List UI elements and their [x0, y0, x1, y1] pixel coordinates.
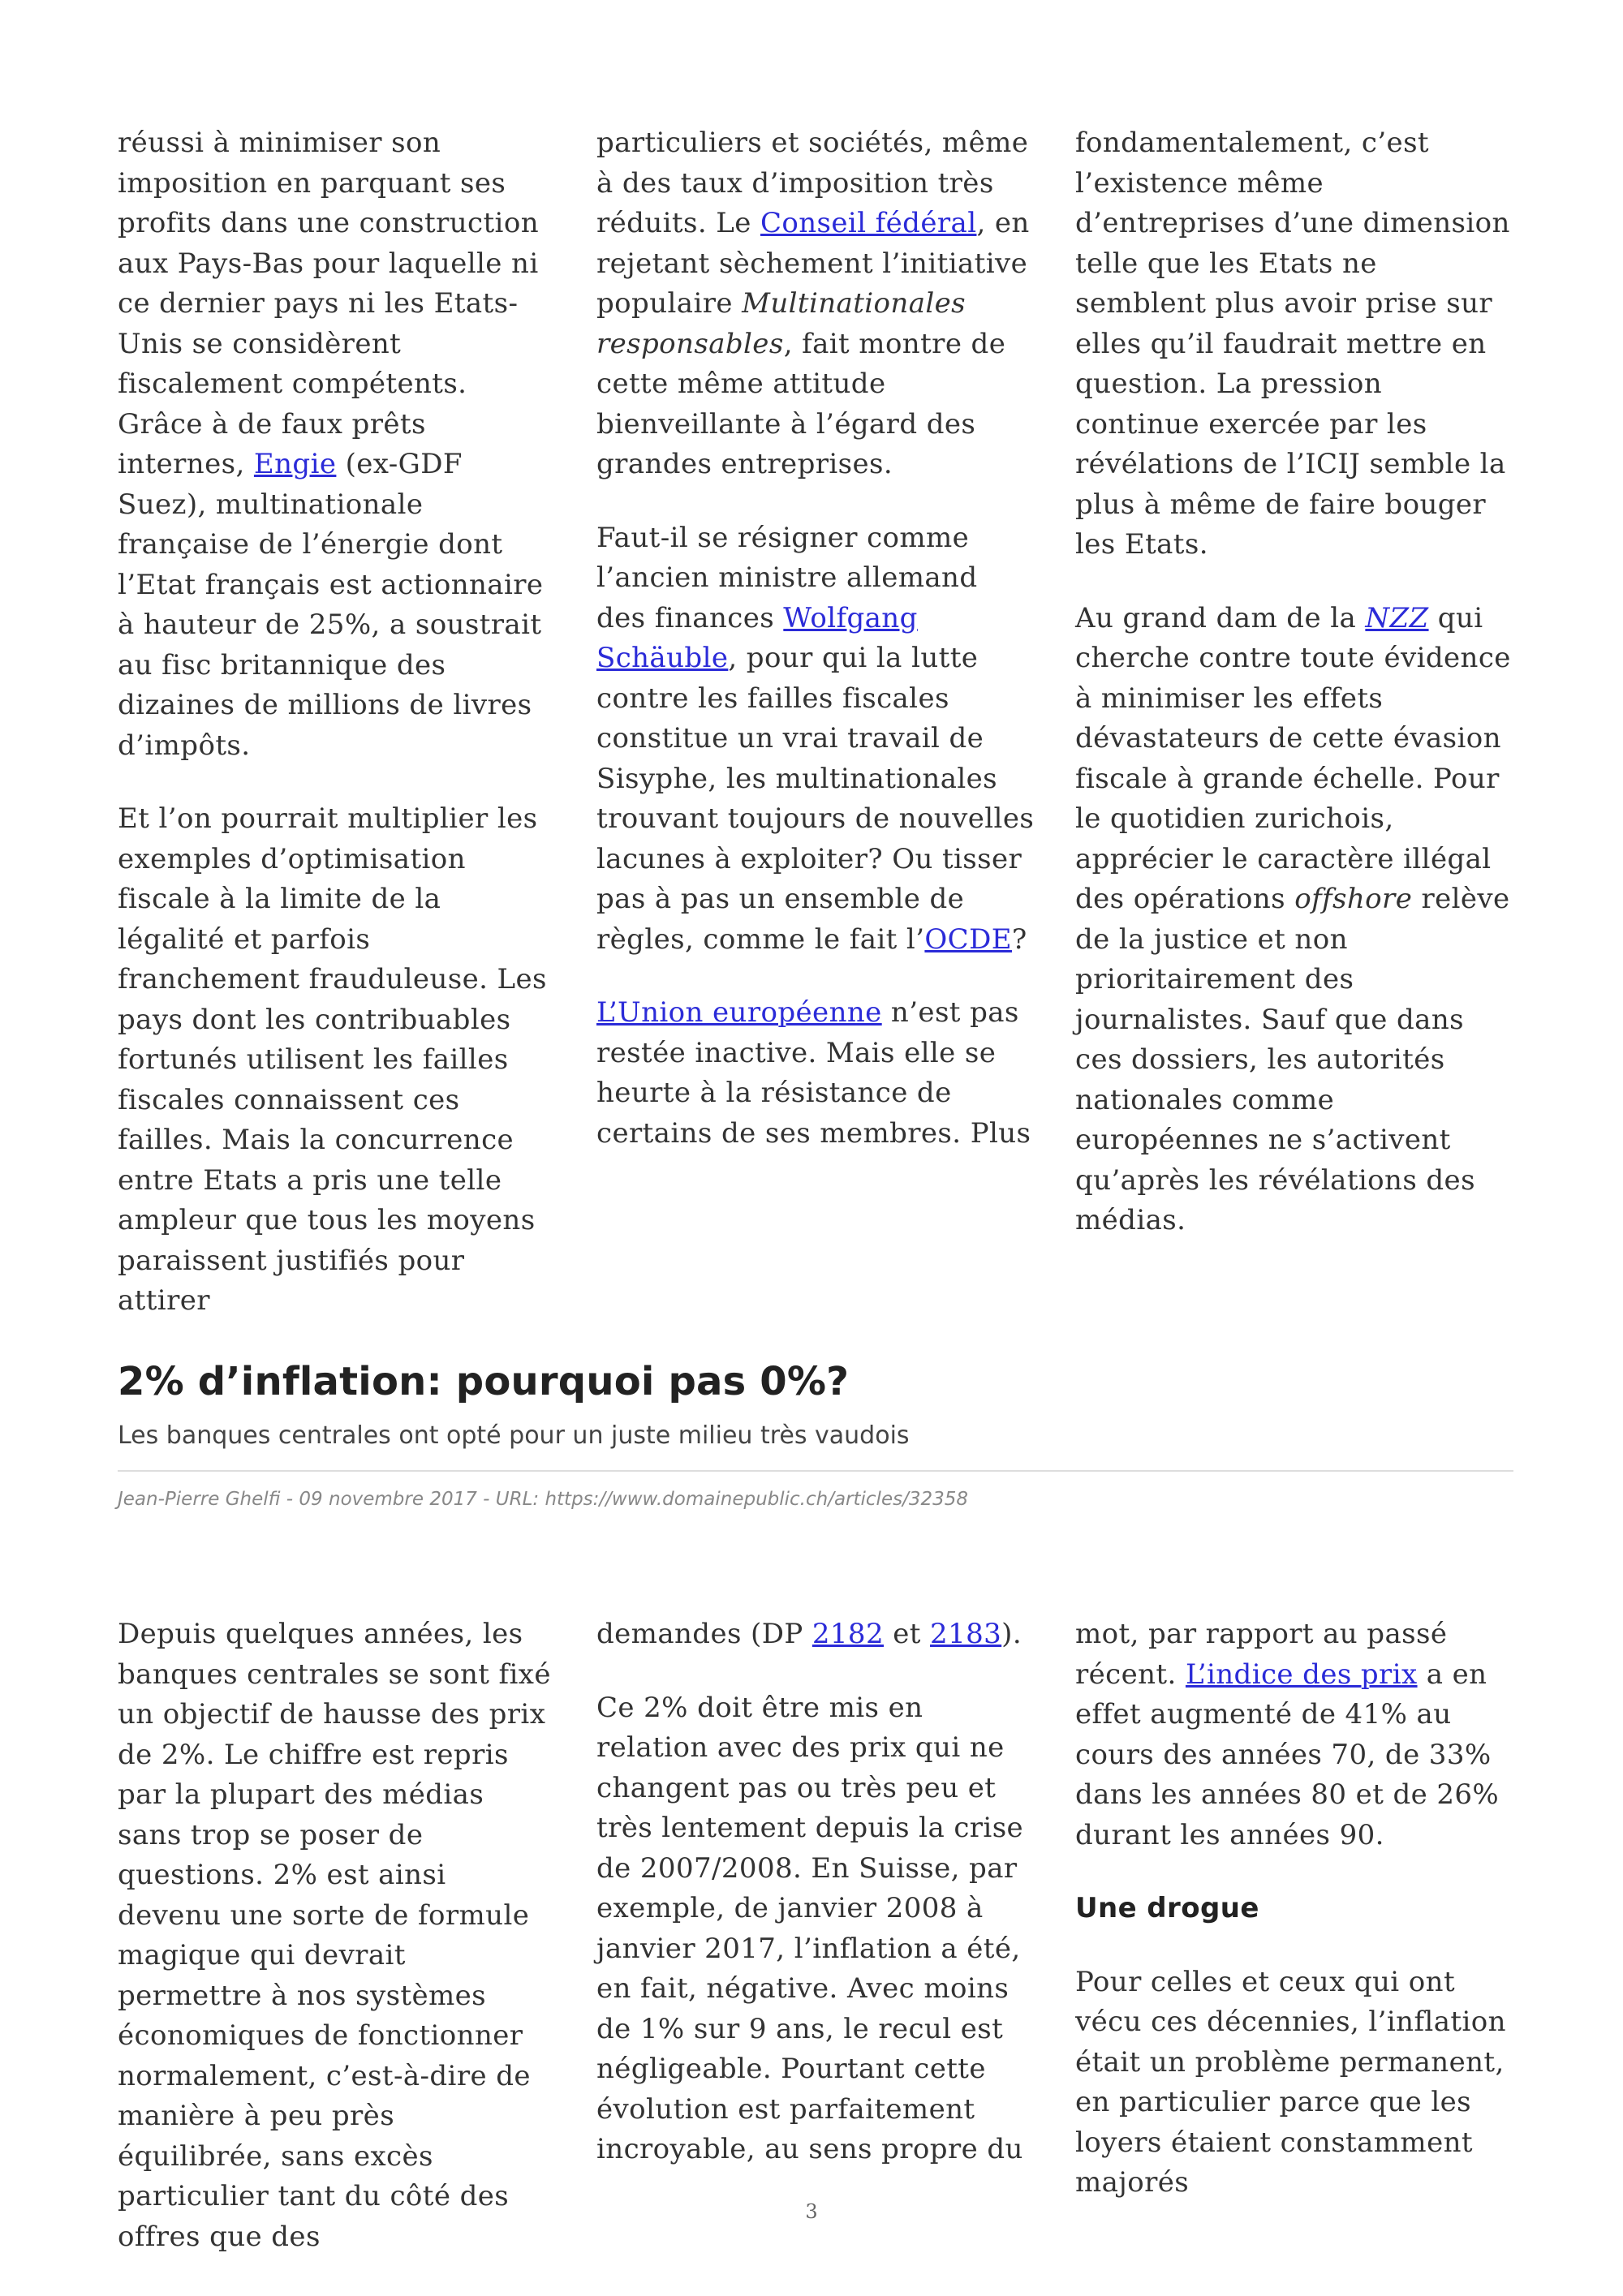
link-conseil-federal[interactable]: Conseil fédéral: [760, 207, 977, 239]
column-1: [118, 123, 556, 1355]
page-number: 3: [805, 2200, 818, 2223]
article-header: [118, 1353, 1513, 1512]
link-nzz[interactable]: NZZ: [1365, 601, 1429, 634]
paragraph: fondamentalement, c’est l’existence même d’entreprises d’une dimension telle que les Etats ne semblent plus avoir prise sur elles qu’il faudrait mettre en question. La pression continue exercée par les révélations de l’ICIJ semble la plus à même de faire bouger les Etats.: [1075, 127, 1510, 561]
link-dp-2182[interactable]: 2182: [812, 1618, 884, 1650]
article-body-columns: [118, 1615, 1513, 2290]
paragraph: Depuis quelques années, les banques centrales se sont fixé un objectif de hausse des prix de 2%. Le chiffre est repris par la plupart des médias sans trop se poser de questions. 2% est ainsi devenu une sorte de formule magique qui devrait permettre à nos systèmes économiques de fonctionner normalement, c’est-à-dire de manière à peu près équilibrée, sans excès particulier tant du côté des offres que des: [118, 1618, 551, 2253]
paragraph: réussi à minimiser son imposition en parquant ses profits dans une construction aux Pays-Bas pour laquelle ni ce dernier pays ni les Etats-Unis se considèrent fiscalement compétents. Grâce à de faux prêts internes, Engie (ex-GDF Suez), multinationale française de l’énergie dont l’Etat français est actionnaire à hauteur de 25%, a soustrait au fisc britannique des dizaines de millions de livres d’impôts.: [118, 127, 544, 762]
paragraph: Ce 2% doit être mis en relation avec des prix qui ne changent pas ou très peu et très lentement depuis la crise de 2007/2008. En Suisse, par exemple, de janvier 2008 à janvier 2017, l’inflation a été, en fait, négative. Avec moins de 1% sur 9 ans, le recul est négligeable. Pourtant cette évolution est parfaitement incroyable, au sens propre du: [596, 1691, 1024, 2165]
paragraph: Au grand dam de la NZZ qui cherche contre toute évidence à minimiser les effets dévastateurs de cette évasion fiscale à grande échelle. Pour le quotidien zurichois, apprécier le caractère illégal des opérations offshore relève de la justice et non prioritairement des journalistes. Sauf que dans ces dossiers, les autorités nationales comme européennes ne s’activent qu’après les révélations des médias.: [1075, 601, 1511, 1236]
article-subtitle: Les banques centrales ont opté pour un juste milieu très vaudois: [118, 1421, 910, 1450]
divider: [118, 1470, 1513, 1472]
column-3: [1075, 123, 1513, 1355]
link-union-europeenne[interactable]: L’Union européenne: [596, 996, 882, 1029]
column-1: [118, 1615, 556, 2290]
article-meta: Jean-Pierre Ghelfi - 09 novembre 2017 - URL: https://www.domainepublic.ch/articles/32358: [118, 1489, 968, 1510]
paragraph: mot, par rapport au passé récent. L’indice des prix a en effet augmenté de 41% au cours des années 70, de 33% dans les années 80 et de 26% durant les années 90.: [1075, 1618, 1500, 1851]
article-title: 2% d’inflation: pourquoi pas 0%?: [118, 1359, 850, 1404]
link-indice-des-prix[interactable]: L’indice des prix: [1185, 1658, 1418, 1691]
link-dp-2183[interactable]: 2183: [930, 1618, 1002, 1650]
paragraph: L’Union européenne n’est pas restée inactive. Mais elle se heurte à la résistance de certains de ses membres. Plus: [596, 996, 1031, 1150]
column-2: [596, 1615, 1035, 2290]
paragraph: particuliers et sociétés, même à des taux d’imposition très réduits. Le Conseil fédéral, en rejetant sèchement l’initiative populaire Multinationales responsables, fait montre de cette même attitude bienveillante à l’égard des grandes entreprises.: [596, 127, 1030, 480]
paragraph: Et l’on pourrait multiplier les exemples d’optimisation fiscale à la limite de la légalité et parfois franchement frauduleuse. Les pays dont les contribuables fortunés utilisent les failles fiscales connaissent ces failles. Mais la concurrence entre Etats a pris une telle ampleur que tous les moyens paraissent justifiés pour attirer: [118, 802, 547, 1317]
previous-article-columns: [118, 123, 1513, 1355]
paragraph: Pour celles et ceux qui ont vécu ces décennies, l’inflation était un problème permanent, en particulier parce que les loyers étaient constamment majorés: [1075, 1965, 1506, 2199]
paragraph: Faut-il se résigner comme l’ancien ministre allemand des finances Wolfgang Schäuble, pour qui la lutte contre les failles fiscales constitue un vrai travail de Sisyphe, les multinationales trouvant toujours de nouvelles lacunes à exploiter? Ou tisser pas à pas un ensemble de règles, comme le fait l’OCDE?: [596, 521, 1035, 956]
link-ocde[interactable]: OCDE: [924, 922, 1012, 956]
section-heading: Une drogue: [1075, 1892, 1259, 1924]
paragraph: demandes (DP 2182 et 2183).: [596, 1618, 1022, 1650]
link-engie[interactable]: Engie: [253, 448, 337, 480]
link-wolfgang-schauble[interactable]: Wolfgang Schäuble: [596, 601, 918, 674]
column-2: [596, 123, 1035, 1355]
column-3: [1075, 1615, 1513, 2290]
